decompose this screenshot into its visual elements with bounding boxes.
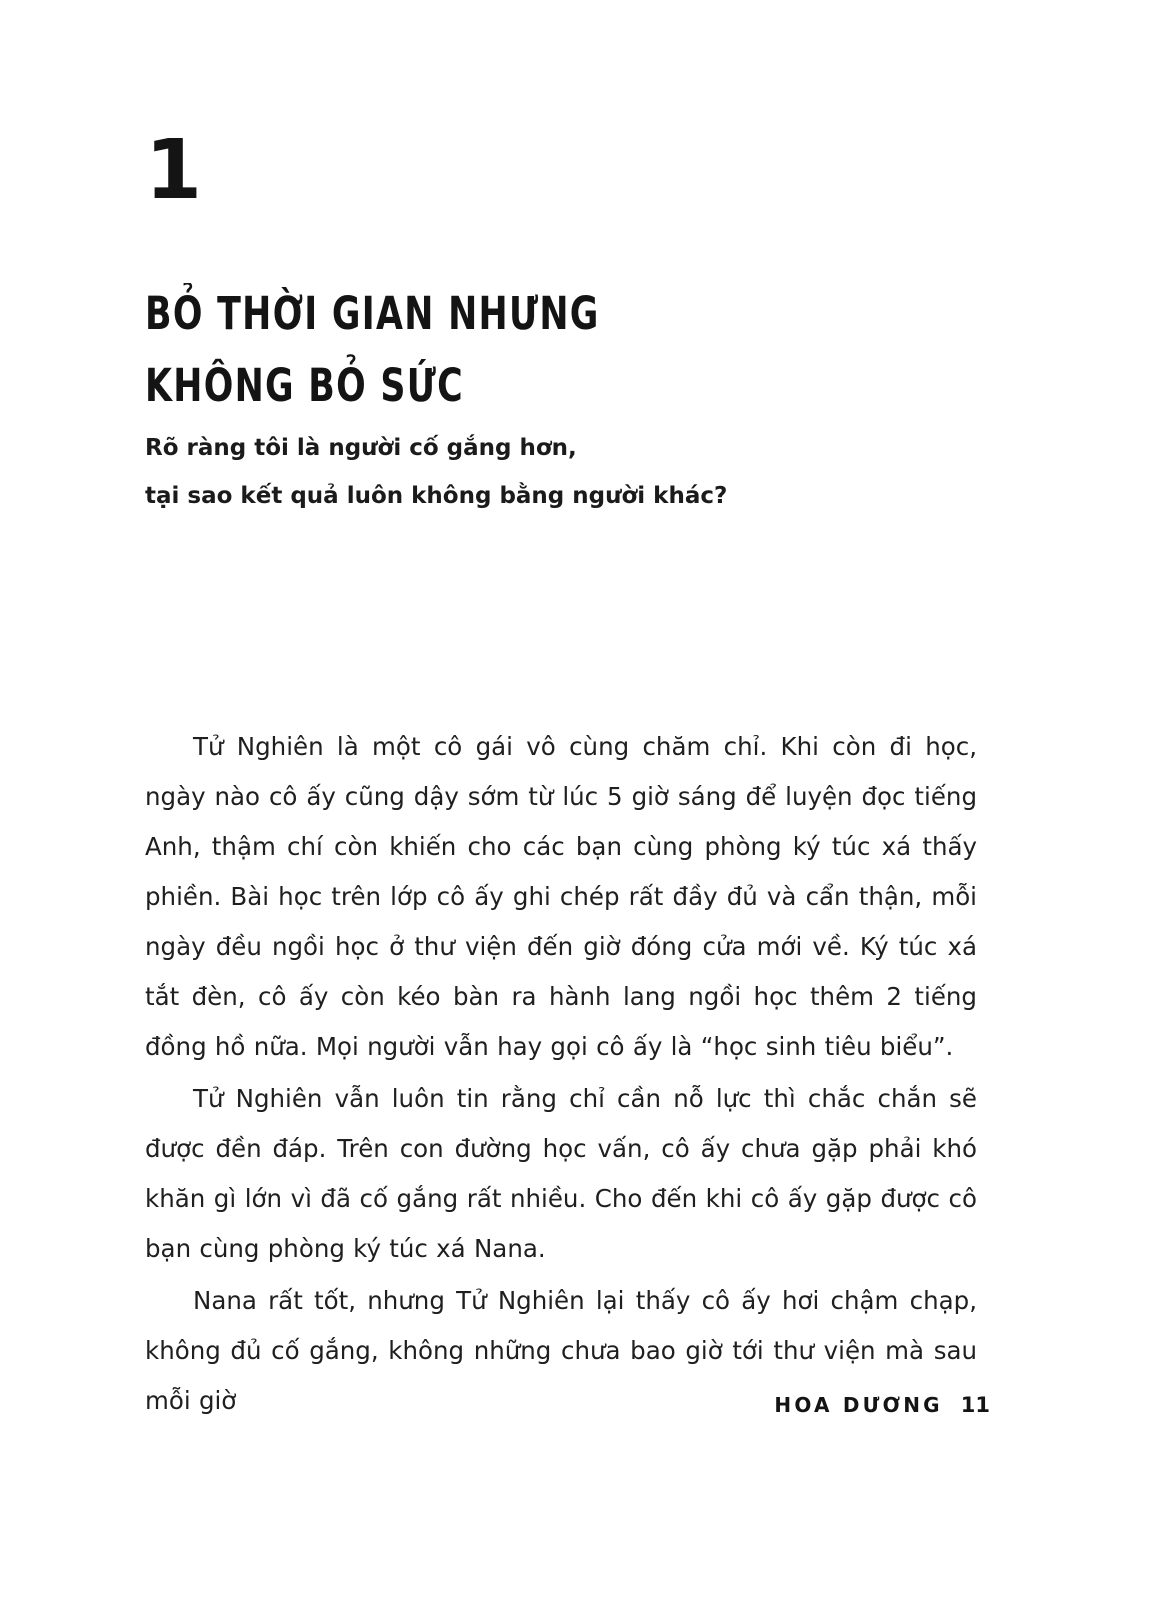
page-content [145,0,990,1607]
chapter-number: 1 [145,123,202,218]
chapter-title-line-2: KHÔNG BỎ SỨC [145,359,464,413]
footer-brand: HOA DƯƠNG [774,1393,943,1417]
body-paragraph-3: Nana rất tốt, nhưng Tử Nghiên lại thấy cô ấy hơi chậm chạp, không đủ cố gắng, không những chưa bao giờ tới thư viện mà sau mỗi giờ [145,1286,977,1415]
footer-page-number: 11 [960,1393,990,1417]
chapter-subtitle-line-1: Rõ ràng tôi là người cố gắng hơn, [145,435,577,462]
chapter-subtitle [145,424,905,520]
body-paragraph-1: Tử Nghiên là một cô gái vô cùng chăm chỉ. Khi còn đi học, ngày nào cô ấy cũng dậy sớm từ lúc 5 giờ sáng để luyện đọc tiếng Anh, thậm chí còn khiến cho các bạn cùng phòng ký túc xá thấy phiền. Bài học trên lớp cô ấy ghi chép rất đầy đủ và cẩn thận, mỗi ngày đều ngồi học ở thư viện đến giờ đóng cửa mới về. Ký túc xá tắt đèn, cô ấy còn kéo bàn ra hành lang ngồi học thêm 2 tiếng đồng hồ nữa. Mọi người vẫn hay gọi cô ấy là “học sinh tiêu biểu”. [145,732,977,1061]
body-paragraph-2: Tử Nghiên vẫn luôn tin rằng chỉ cần nỗ lực thì chắc chắn sẽ được đền đáp. Trên con đường học vấn, cô ấy chưa gặp phải khó khăn gì lớn vì đã cố gắng rất nhiều. Cho đến khi cô ấy gặp được cô bạn cùng phòng ký túc xá Nana. [145,1084,977,1263]
chapter-subtitle-line-2: tại sao kết quả luôn không bằng người khác? [145,483,728,510]
chapter-title [145,278,747,422]
page-footer [145,1393,990,1417]
body-text [145,722,977,1426]
chapter-title-line-1: BỎ THỜI GIAN NHƯNG [145,287,600,341]
